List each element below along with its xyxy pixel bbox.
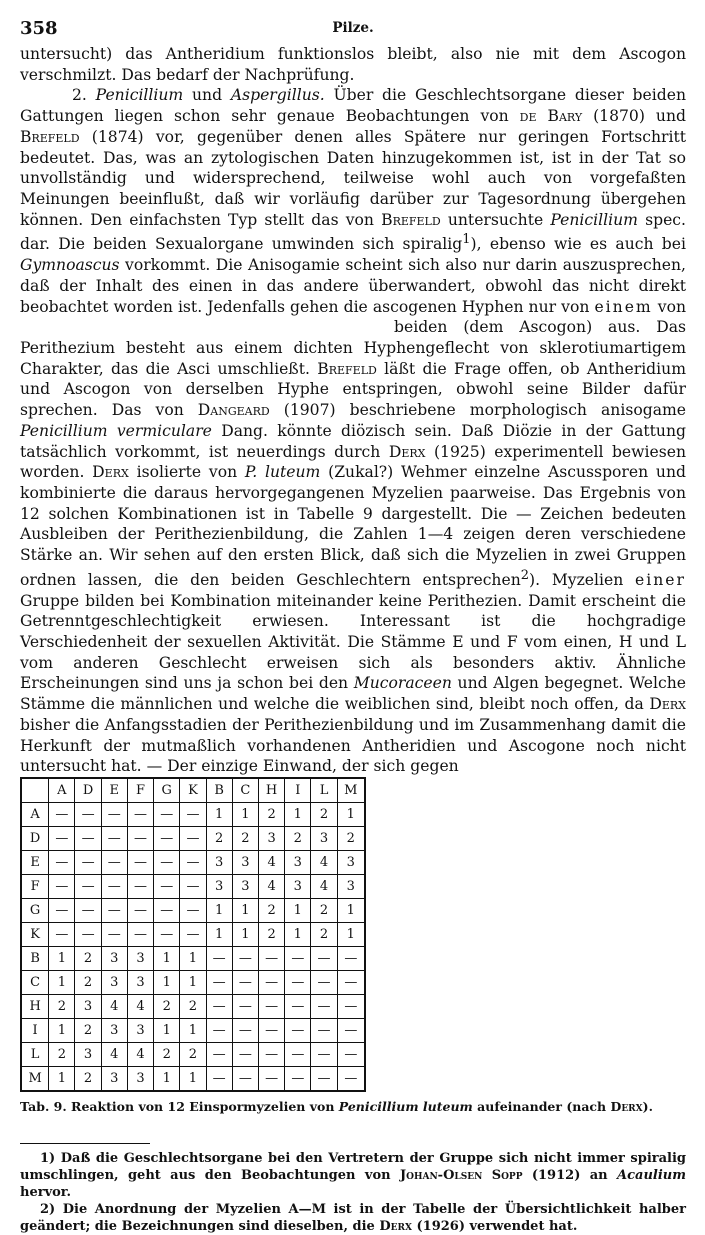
text-fragment: Gruppe bilden bei Kombination miteinander keine Perithezien. Damit erscheint die Getrenntgeschlechtigkeit erwiesen. Interessant ist die hochgradige Verschiedenheit der sexuellen Aktivität. Die Stämme E und F vom einen, H und L vom anderen Geschlecht erweisen sich als besonders aktiv. Ähnliche Erscheinungen sind uns ja schon bei den — [20, 591, 686, 693]
table-cell: 1 — [232, 922, 258, 946]
table-cell: — — [127, 874, 153, 898]
table-cell: 1 — [337, 802, 365, 826]
table-cell: 3 — [337, 874, 365, 898]
table-cell: — — [258, 1018, 284, 1042]
table-row-label: E — [21, 850, 49, 874]
table-cell: 1 — [206, 802, 232, 826]
table-cell: — — [285, 1042, 311, 1066]
table-cell: 1 — [337, 898, 365, 922]
author-name: Brefeld — [317, 359, 377, 378]
author-name: Derx — [649, 695, 686, 714]
table-row-label: D — [21, 826, 49, 850]
reaction-table — [20, 777, 366, 1092]
table-cell: — — [337, 1066, 365, 1091]
text-fragment: Über die Geschlechtsorgane dieser beiden Gattungen liegen schon sehr genaue Beobachtungen von — [20, 86, 686, 126]
table-cell: — — [49, 826, 75, 850]
table-cell: 1 — [180, 1018, 206, 1042]
table-cell: 2 — [311, 802, 337, 826]
table-cell: — — [311, 1018, 337, 1042]
table-cell: — — [49, 874, 75, 898]
table-row-label: L — [21, 1042, 49, 1066]
table-row — [21, 802, 365, 826]
author-name: Derx — [388, 442, 426, 461]
table-cell: — — [206, 1018, 232, 1042]
table-cell: 1 — [285, 898, 311, 922]
text-fragment: läßt die Frage offen, ob Antheridium und Ascogon von derselben Hyphe entspringen, obwohl seine Bilder dafür sprechen. Das von — [20, 359, 686, 420]
text-fragment: (Zukal?) Wehmer einzelne Ascussporen und kombinierte die daraus hervorgegangenen Myzelien paarweise. Das Ergebnis von 12 solchen Kombinationen ist in Tabelle 9 dargestellt. Die — Zeichen bedeuten Ausbleiben der Perithezienbildung, die Zahlen 1—4 zeigen deren verschiedene Stärke an. Wir sehen auf den ersten Blick, daß sich die Myzelien in zwei Gruppen ordnen lassen, die den beiden Geschlechtern entsprechen — [20, 463, 686, 589]
table-cell: 1 — [180, 946, 206, 970]
section-number: 2. — [72, 86, 96, 105]
table-row — [21, 1018, 365, 1042]
table-cell: 4 — [101, 994, 127, 1018]
table-cell: — — [127, 802, 153, 826]
table-cell: 2 — [75, 970, 101, 994]
table-cell: 1 — [49, 970, 75, 994]
table-cell: 3 — [337, 850, 365, 874]
table-header-cell: F — [127, 778, 153, 803]
table-header-cell: I — [285, 778, 311, 803]
table-cell: — — [285, 970, 311, 994]
genus-name: Aspergillus. — [230, 86, 325, 105]
table-cell: 2 — [232, 826, 258, 850]
footnote-2 — [20, 1201, 686, 1235]
text-fragment: 1) Daß die Geschlechtsorgane bei den Vertretern der Gruppe sich nicht immer spiralig umschlingen, geht aus den Beobachtungen von — [20, 1150, 686, 1183]
table-cell: — — [311, 1066, 337, 1091]
table-cell: — — [206, 970, 232, 994]
table-cell: — — [127, 850, 153, 874]
table-cell: 2 — [75, 1066, 101, 1091]
table-cell: 2 — [258, 802, 284, 826]
table-cell: — — [285, 946, 311, 970]
table-cell: 3 — [127, 1018, 153, 1042]
table-cell: — — [285, 1018, 311, 1042]
caption-text: ). — [642, 1098, 653, 1114]
table-corner-cell — [21, 778, 49, 803]
table-cell: — — [311, 994, 337, 1018]
table-cell: 1 — [285, 802, 311, 826]
table-cell: — — [232, 1018, 258, 1042]
table-cell: — — [232, 946, 258, 970]
table-cell: — — [258, 1042, 284, 1066]
table-cell: 1 — [206, 898, 232, 922]
table-cell: — — [206, 1066, 232, 1091]
table-cell: — — [337, 970, 365, 994]
table-cell: 1 — [49, 946, 75, 970]
table-cell: — — [101, 850, 127, 874]
text-fragment: (1925) experimentell bewiesen worden. — [20, 442, 686, 482]
table-header-cell: B — [206, 778, 232, 803]
table-row — [21, 970, 365, 994]
author-name: Derx — [379, 1218, 412, 1234]
table-cell: — — [232, 994, 258, 1018]
table-cell: 3 — [127, 946, 153, 970]
paragraph-penicillium — [20, 85, 686, 777]
table-cell: — — [154, 874, 180, 898]
table-cell: 2 — [180, 1042, 206, 1066]
table-row — [21, 826, 365, 850]
table-cell: — — [154, 850, 180, 874]
text-fragment: von beiden (dem Ascogon) aus. Das Perithezium besteht aus einem dichten Hyphengeflecht von sklerotiumartigem Charakter, das die Asci umschließt. — [20, 297, 687, 378]
footnote-1 — [20, 1150, 686, 1201]
table-cell: — — [206, 994, 232, 1018]
table-cell: — — [49, 802, 75, 826]
table-row — [21, 922, 365, 946]
table-cell: 1 — [232, 898, 258, 922]
table-header-cell: H — [258, 778, 284, 803]
table-cell: 3 — [75, 1042, 101, 1066]
table-row — [21, 1042, 365, 1066]
page-header — [20, 14, 686, 44]
table-cell: — — [75, 850, 101, 874]
footnote-rule — [20, 1143, 150, 1144]
table-cell: — — [49, 898, 75, 922]
table-cell: — — [49, 922, 75, 946]
emphasis-fragment: einer — [635, 570, 686, 589]
text-fragment: 2) Die Anordnung der Myzelien A—M ist in der Tabelle der Übersichtlichkeit halber geändert; die Bezeichnungen sind dieselben, die — [20, 1201, 686, 1234]
table-cell: 1 — [285, 922, 311, 946]
table-cell: — — [75, 898, 101, 922]
table-cell: 3 — [285, 850, 311, 874]
table-cell: 3 — [285, 874, 311, 898]
table-header-cell: E — [101, 778, 127, 803]
table-cell: 1 — [154, 946, 180, 970]
table-cell: — — [337, 1042, 365, 1066]
author-name: Dangeard — [197, 401, 270, 420]
table-cell: 1 — [180, 1066, 206, 1091]
table-cell: — — [258, 994, 284, 1018]
genus-name: Acaulium — [617, 1167, 686, 1183]
table-cell: 1 — [154, 1066, 180, 1091]
table-cell: 2 — [311, 922, 337, 946]
table-cell: 3 — [206, 850, 232, 874]
table-cell: — — [127, 898, 153, 922]
taxon-name: Mucoraceen — [353, 674, 452, 693]
text-fragment: vorkommt. Die Anisogamie scheint sich also nur darin auszusprechen, daß der Inhalt des einen in das andere überwandert, obwohl das nicht direkt beobachtet worden ist. Jedenfalls gehen die ascogenen Hyphen nur von — [20, 256, 686, 316]
table-cell: — — [101, 826, 127, 850]
table-cell: 3 — [101, 1066, 127, 1091]
table-cell: — — [258, 970, 284, 994]
table-row — [21, 946, 365, 970]
table-cell: 3 — [101, 1018, 127, 1042]
caption-species: Penicillium luteum — [338, 1098, 473, 1114]
table-cell: — — [101, 898, 127, 922]
table-row-label: A — [21, 802, 49, 826]
table-cell: — — [285, 1066, 311, 1091]
table-cell: — — [232, 1066, 258, 1091]
table-header-cell: M — [337, 778, 365, 803]
table-cell: — — [180, 898, 206, 922]
table-cell: — — [232, 970, 258, 994]
text-fragment: (1874) vor, gegenüber denen alles Spätere nur geringen Fortschritt bedeutet. Das, was an zytologischen Daten hinzugekommen ist, ist in der Tat so unvollständig und widersprechend, teilweise wohl auch von vorgefaßten Meinungen beeinflußt, daß wir vorläufig darüber zur Tagesordnung übergehen können. Den einfachsten Typ stellt das von — [20, 127, 686, 229]
table-row — [21, 1066, 365, 1091]
table-cell: 2 — [311, 898, 337, 922]
table-cell: — — [232, 1042, 258, 1066]
table-cell: — — [75, 874, 101, 898]
table-header-cell: A — [49, 778, 75, 803]
table-row — [21, 874, 365, 898]
text-fragment: ), ebenso wie es auch bei — [470, 235, 686, 254]
table-cell: 2 — [285, 826, 311, 850]
table-cell: — — [311, 1042, 337, 1066]
table-cell: 4 — [311, 850, 337, 874]
text-fragment: ). Myzelien — [529, 570, 636, 589]
table-cell: 3 — [101, 970, 127, 994]
table-cell: — — [75, 826, 101, 850]
table-cell: — — [206, 946, 232, 970]
table-cell: 1 — [337, 922, 365, 946]
text-fragment: (1870) und — [582, 107, 686, 126]
table-row — [21, 850, 365, 874]
caption-text: aufeinander (nach — [472, 1098, 611, 1114]
table-cell: — — [154, 802, 180, 826]
table-header-cell: D — [75, 778, 101, 803]
table-header-row — [21, 778, 365, 803]
table-row-label: K — [21, 922, 49, 946]
table-row-label: H — [21, 994, 49, 1018]
table-cell: — — [101, 802, 127, 826]
genus-name: Penicillium — [550, 210, 638, 229]
author-name: de Bary — [519, 107, 583, 126]
table-row-label: I — [21, 1018, 49, 1042]
author-name: Johan-Olsen Sopp — [399, 1167, 523, 1183]
table-header-cell: C — [232, 778, 258, 803]
text-fragment: und Algen begegnet. Welche Stämme die männlichen und welche die weiblichen sind, bleibt noch offen, da — [20, 674, 686, 714]
text-fragment: hervor. — [20, 1184, 71, 1200]
table-cell: — — [206, 1042, 232, 1066]
table-header-cell: G — [154, 778, 180, 803]
footnote-ref: 1 — [462, 232, 471, 248]
page — [20, 14, 686, 1235]
table-cell: 4 — [127, 1042, 153, 1066]
table-cell: 1 — [180, 970, 206, 994]
table-caption — [20, 1098, 686, 1115]
table-cell: 3 — [311, 826, 337, 850]
table-cell: 2 — [75, 1018, 101, 1042]
table-cell: 2 — [206, 826, 232, 850]
page-number: 358 — [20, 18, 58, 39]
table-cell: 1 — [232, 802, 258, 826]
table-cell: 4 — [127, 994, 153, 1018]
table-header-cell: L — [311, 778, 337, 803]
table-cell: 2 — [180, 994, 206, 1018]
table-cell: — — [285, 994, 311, 1018]
table-cell: 3 — [206, 874, 232, 898]
author-name: Brefeld — [20, 127, 80, 146]
text-fragment: (1926) verwendet hat. — [411, 1218, 578, 1234]
running-title: Pilze. — [332, 20, 374, 36]
table-cell: — — [180, 802, 206, 826]
table-cell: 4 — [101, 1042, 127, 1066]
table-row-label: C — [21, 970, 49, 994]
table-cell: — — [127, 826, 153, 850]
table-cell: 3 — [232, 850, 258, 874]
table-cell: — — [337, 994, 365, 1018]
table-cell: 2 — [75, 946, 101, 970]
table-cell: — — [180, 850, 206, 874]
table-cell: — — [258, 946, 284, 970]
table-cell: 3 — [232, 874, 258, 898]
table-header-cell: K — [180, 778, 206, 803]
paragraph-continuation: untersucht) das Antheridium funktionslos bleibt, also nie mit dem Ascogon verschmilzt. Das bedarf der Nachprüfung. — [20, 45, 686, 84]
table-cell: 2 — [337, 826, 365, 850]
table-cell: 2 — [49, 994, 75, 1018]
table-row — [21, 994, 365, 1018]
table-cell: 3 — [127, 1066, 153, 1091]
text-fragment: isolierte von — [128, 463, 245, 482]
table-cell: 4 — [258, 850, 284, 874]
table-cell: 4 — [311, 874, 337, 898]
genus-name: Penicillium vermiculare — [20, 421, 212, 440]
table-row-label: G — [21, 898, 49, 922]
text-fragment: bisher die Anfangsstadien der Perithezienbildung und im Zusammenhang damit die Herkunft der mutmaßlich vorhandenen Antheridien und Ascogone noch nicht untersucht hat. — Der einzige Einwand, der sich gegen — [20, 715, 686, 776]
emphasis-fragment: einem — [594, 297, 653, 316]
table-cell: — — [258, 1066, 284, 1091]
table-cell: 3 — [127, 970, 153, 994]
table-cell: 1 — [49, 1066, 75, 1091]
table-cell: 2 — [258, 922, 284, 946]
caption-author: Derx — [610, 1098, 643, 1114]
species-name: P. luteum — [244, 463, 321, 482]
table-cell: 3 — [101, 946, 127, 970]
table-row — [21, 898, 365, 922]
caption-text: Tab. 9. Reaktion von 12 Einspormyzelien von — [20, 1098, 339, 1114]
table-cell: 1 — [206, 922, 232, 946]
table-cell: 2 — [258, 898, 284, 922]
table-cell: — — [75, 922, 101, 946]
genus-name: Gymnoascus — [20, 256, 120, 275]
text-fragment: (1907) beschriebene morphologisch anisogame — [269, 401, 687, 420]
table-cell: 2 — [154, 994, 180, 1018]
text-fragment: und — [183, 86, 231, 105]
table-cell: — — [180, 922, 206, 946]
footnote-ref: 2 — [520, 567, 530, 583]
author-name: Derx — [92, 463, 129, 482]
table-cell: — — [311, 970, 337, 994]
table-cell: — — [127, 922, 153, 946]
genus-name: Penicillium — [95, 86, 184, 105]
table-cell: — — [154, 898, 180, 922]
author-name: Brefeld — [381, 210, 441, 229]
table-cell: — — [154, 922, 180, 946]
table-cell: 1 — [154, 1018, 180, 1042]
table-cell: — — [49, 850, 75, 874]
table-cell: — — [154, 826, 180, 850]
text-fragment: untersuchte — [440, 210, 551, 229]
text-fragment: Dang. könnte diözisch sein. Daß Diözie in der Gattung tatsächlich vorkommt, ist neuerdings durch — [20, 421, 686, 461]
table-row-label: B — [21, 946, 49, 970]
table-row-label: M — [21, 1066, 49, 1091]
table-row-label: F — [21, 874, 49, 898]
text-fragment: spec. dar. Die beiden Sexualorgane umwinden sich spiralig — [20, 210, 686, 254]
table-cell: 3 — [258, 826, 284, 850]
table-cell: 4 — [258, 874, 284, 898]
table-cell: 3 — [75, 994, 101, 1018]
table-cell: — — [337, 1018, 365, 1042]
table-cell: 1 — [154, 970, 180, 994]
table-cell: — — [180, 826, 206, 850]
text-fragment: (1912) an — [522, 1167, 618, 1183]
table-cell: — — [337, 946, 365, 970]
table-cell: 2 — [49, 1042, 75, 1066]
table-cell: — — [180, 874, 206, 898]
table-cell: — — [75, 802, 101, 826]
table-cell: 2 — [154, 1042, 180, 1066]
table-cell: — — [311, 946, 337, 970]
table-cell: — — [101, 922, 127, 946]
table-cell: 1 — [49, 1018, 75, 1042]
table-cell: — — [101, 874, 127, 898]
